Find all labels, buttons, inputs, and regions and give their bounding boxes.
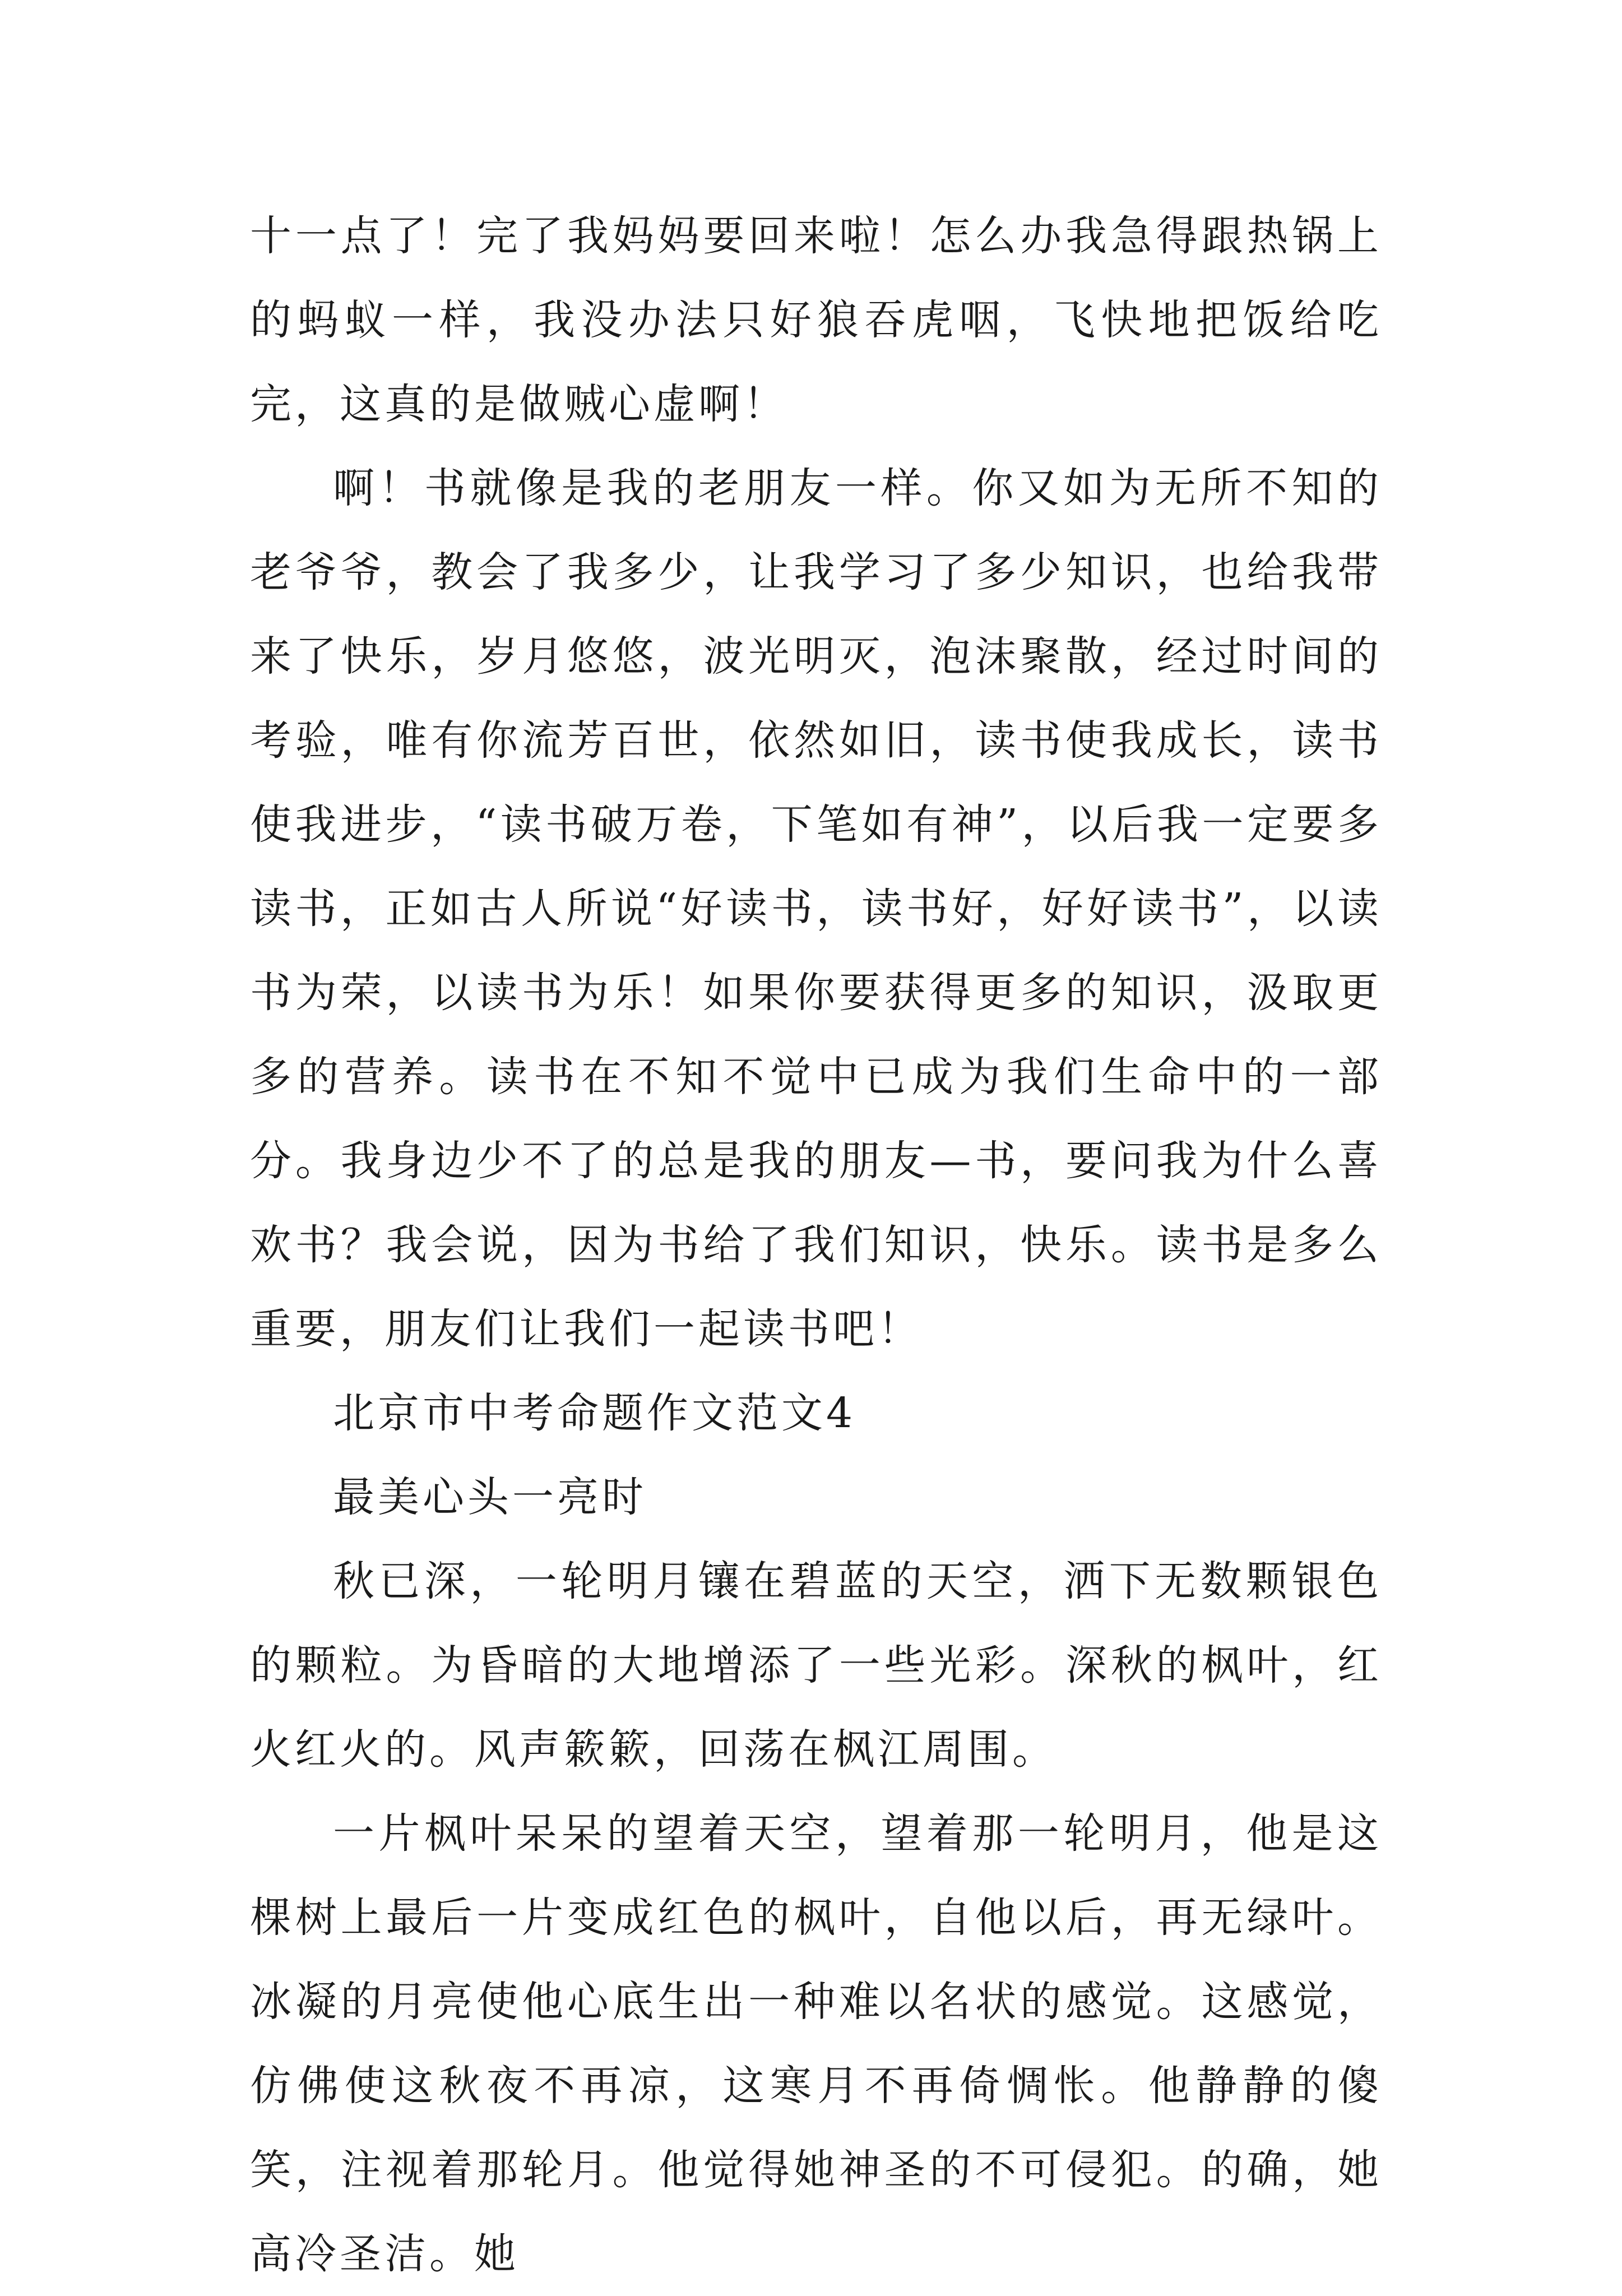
paragraph-continuation: 十一点了！完了我妈妈要回来啦！怎么办我急得跟热锅上的蚂蚁一样，我没办法只好狼吞虎咽，飞快地把饭给吃完，这真的是做贼心虚啊！ [250, 212, 1382, 428]
paragraph-reading: 啊！书就像是我的老朋友一样。你又如为无所不知的老爷爷，教会了我多少，让我学习了多少知识，也给我带来了快乐，岁月悠悠，波光明灭，泡沫聚散，经过时间的考验，唯有你流芳百世，依然如旧，读书使我成长，读书使我进步，“读书破万卷，下笔如有神”，以后我一定要多读书，正如古人所说“好读书，读书好，好好读书”，以读书为荣，以读书为乐！如果你要获得更多的知识，汲取更多的营养。读书在不知不觉中已成为我们生命中的一部分。我身边少不了的总是我的朋友—书，要问我为什么喜欢书？我会说，因为书给了我们知识，快乐。读书是多么重要，朋友们让我们一起读书吧！ [250, 464, 1382, 1353]
essay-heading: 北京市中考命题作文范文4 [333, 1389, 856, 1437]
essay-title: 最美心头一亮时 [333, 1473, 647, 1521]
document-body [250, 194, 1382, 2296]
paragraph-autumn: 秋已深，一轮明月镶在碧蓝的天空，洒下无数颗银色的颗粒。为昏暗的大地增添了一些光彩。深秋的枫叶，红火红火的。风声簌簌，回荡在枫江周围。 [250, 1557, 1382, 1774]
paragraph-maple-leaf: 一片枫叶呆呆的望着天空，望着那一轮明月，他是这棵树上最后一片变成红色的枫叶，自他以后，再无绿叶。冰凝的月亮使他心底生出一种难以名状的感觉。这感觉，仿佛使这秋夜不再凉，这寒月不再倚惆怅。他静静的傻笑，注视着那轮月。他觉得她神圣的不可侵犯。的确，她高冷圣洁。她 [250, 1809, 1382, 2278]
